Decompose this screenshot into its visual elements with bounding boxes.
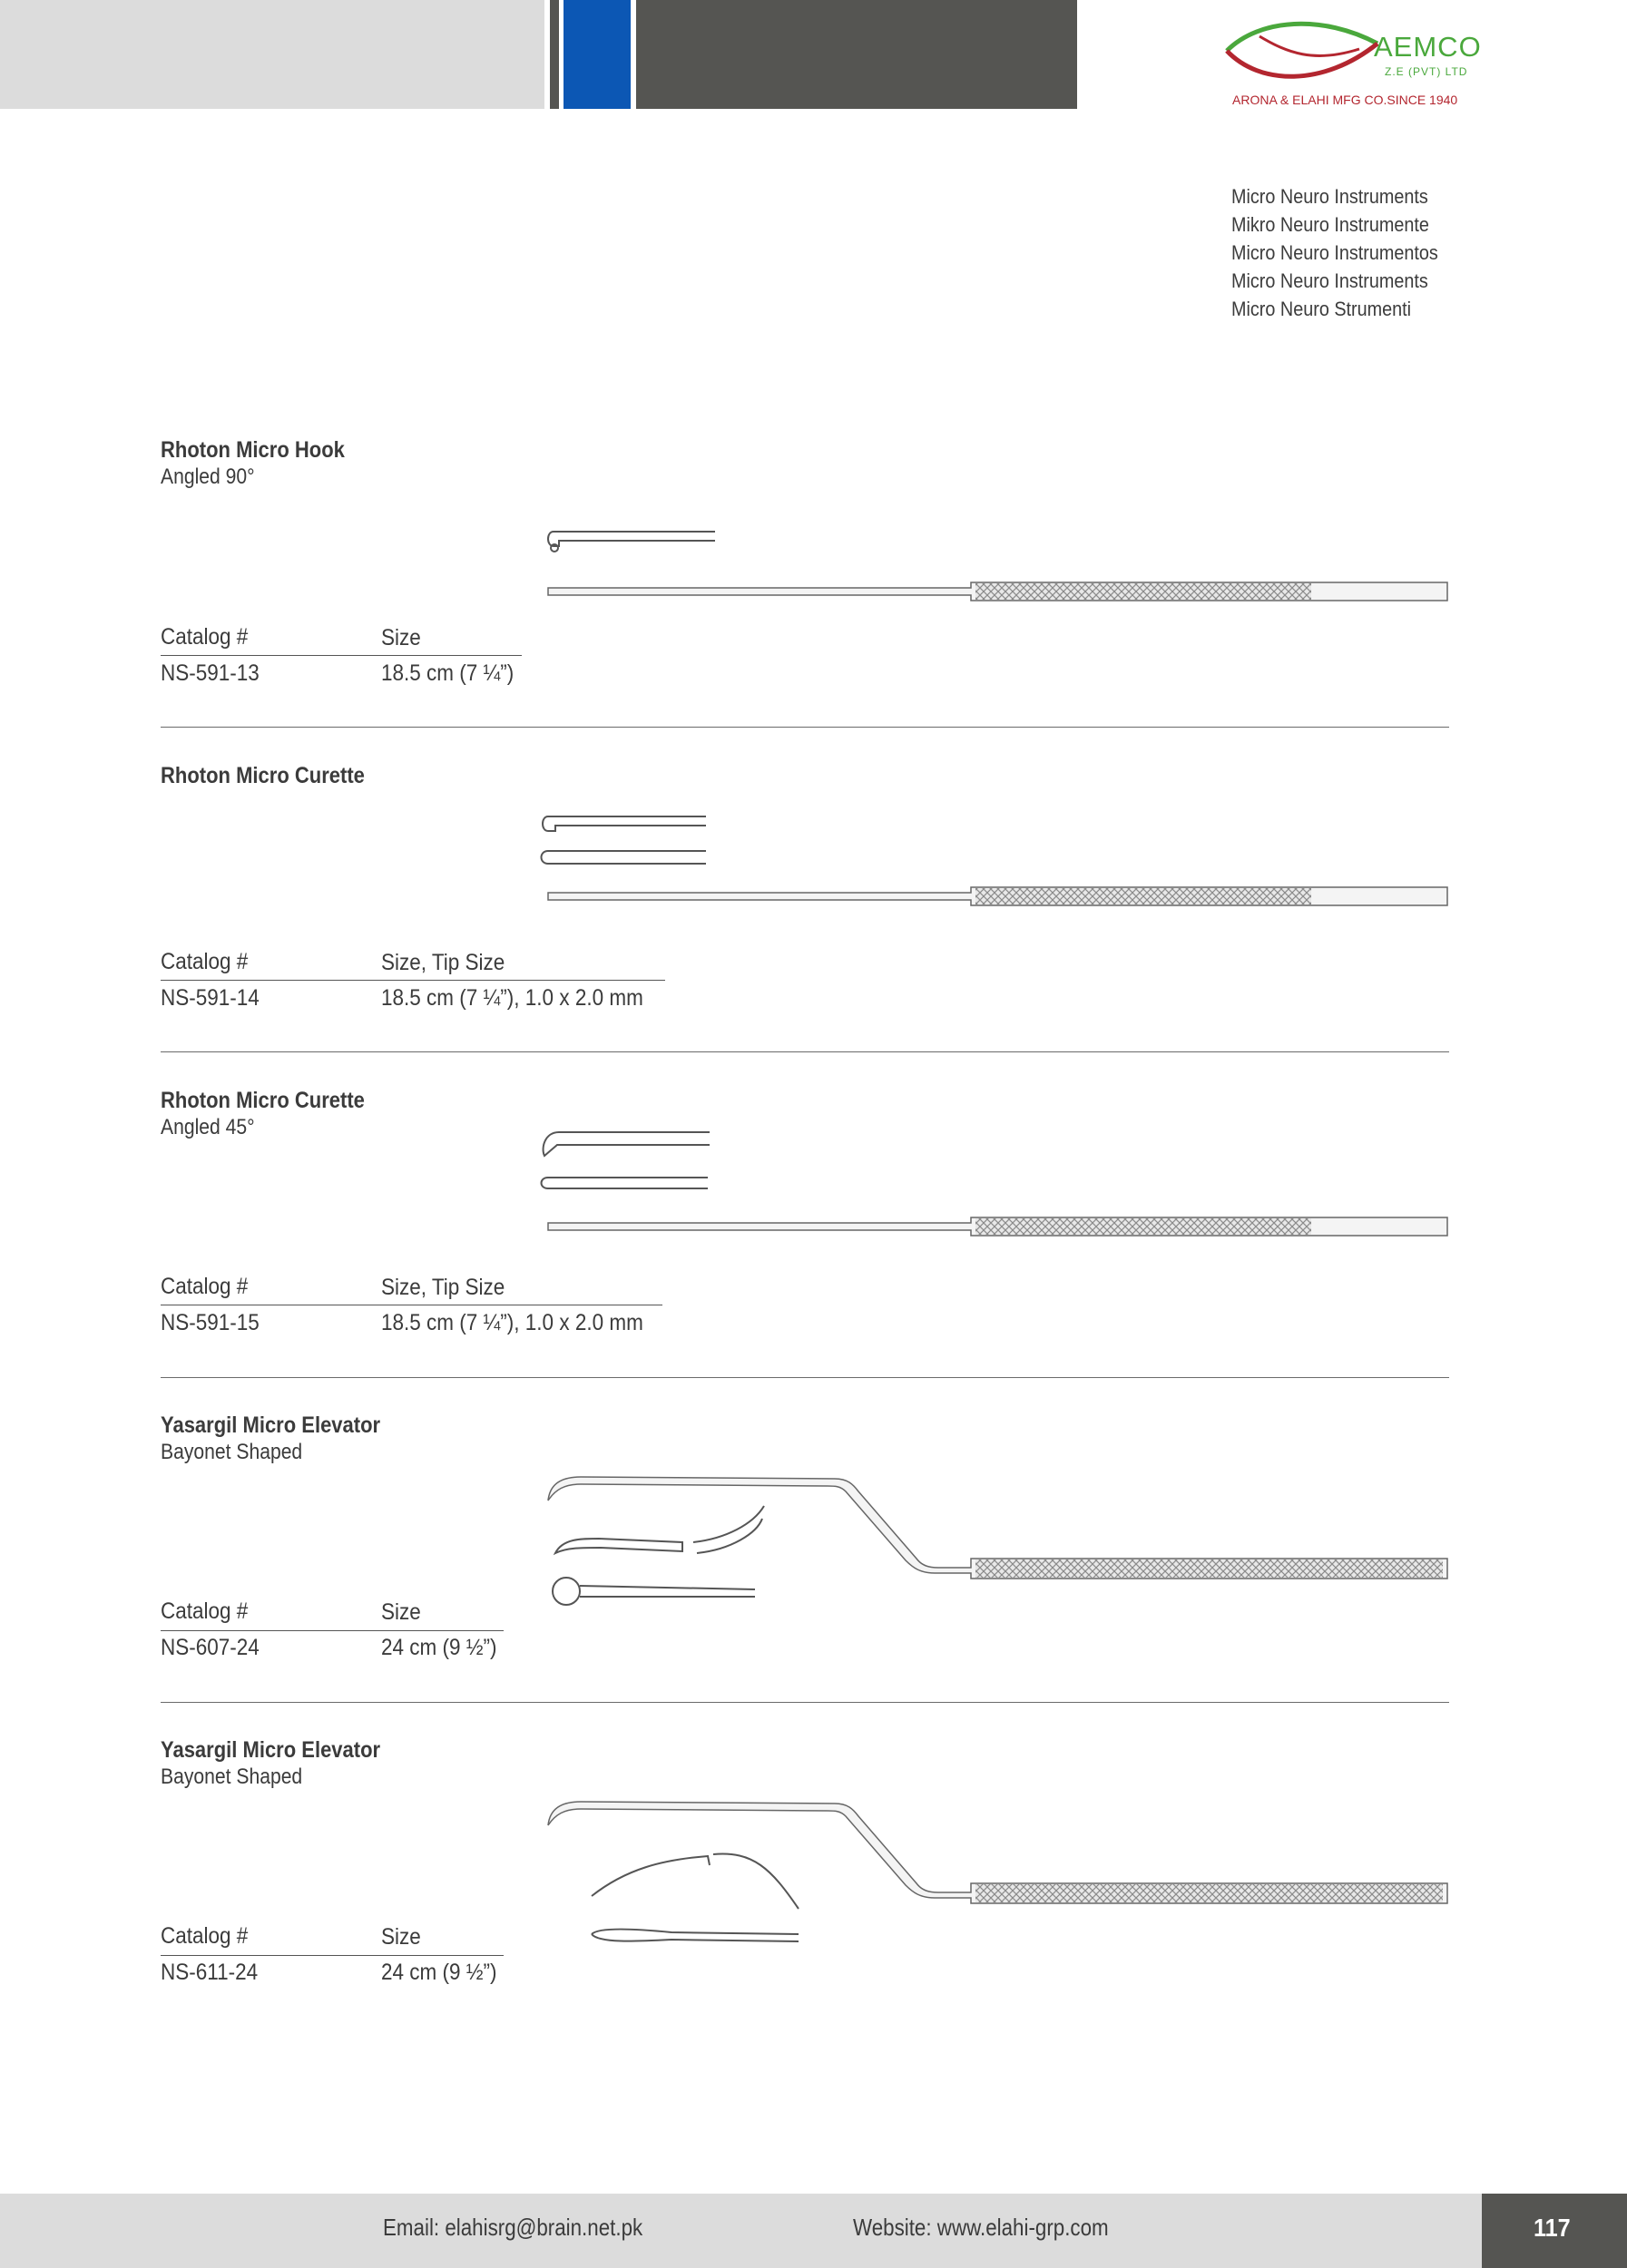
catalog-header: Catalog #	[161, 1598, 249, 1624]
catalog-number: NS-591-14	[161, 985, 260, 1011]
footer-bar	[0, 2194, 1482, 2268]
catalog-number: NS-607-24	[161, 1635, 260, 1660]
catalog-header: Catalog #	[161, 1923, 249, 1949]
product-title: Rhoton Micro Curette	[161, 1088, 365, 1113]
catalog-number: NS-611-24	[161, 1960, 259, 1985]
product-subtitle: Angled 45°	[161, 1115, 255, 1139]
product-title: Yasargil Micro Elevator	[161, 1413, 381, 1438]
size-value: 18.5 cm (7 ¼”), 1.0 x 2.0 mm	[381, 985, 643, 1011]
size-header: Size, Tip Size	[381, 1275, 505, 1300]
brand-name: AEMCO	[1374, 31, 1482, 63]
micro-curette-drawing	[542, 816, 1448, 905]
language-line: Micro Neuro Instrumentos	[1231, 241, 1438, 264]
catalog-header: Catalog #	[161, 1274, 249, 1299]
size-header: Size	[381, 625, 421, 650]
size-value: 24 cm (9 ½”)	[381, 1635, 497, 1660]
catalog-number: NS-591-15	[161, 1310, 260, 1335]
brand-subname: Z.E (PVT) LTD	[1385, 65, 1468, 78]
bayonet-elevator-drawing	[548, 1802, 1447, 1941]
page-number: 117	[1534, 2214, 1571, 2242]
language-line: Mikro Neuro Instrumente	[1231, 213, 1429, 236]
product-title: Yasargil Micro Elevator	[161, 1737, 381, 1763]
section-separator	[161, 1702, 1449, 1703]
product-title: Rhoton Micro Hook	[161, 437, 345, 463]
size-value: 18.5 cm (7 ¼”)	[381, 660, 515, 686]
size-value: 24 cm (9 ½”)	[381, 1960, 497, 1985]
table-divider	[161, 1955, 504, 1956]
size-header: Size	[381, 1924, 421, 1950]
section-separator	[161, 1377, 1449, 1378]
product-title: Rhoton Micro Curette	[161, 763, 365, 788]
table-divider	[161, 980, 665, 981]
section-separator	[161, 1051, 1449, 1052]
micro-hook-drawing	[548, 532, 1447, 601]
size-value: 18.5 cm (7 ¼”), 1.0 x 2.0 mm	[381, 1310, 643, 1335]
micro-curette-angled-drawing	[542, 1132, 1448, 1236]
catalog-header: Catalog #	[161, 949, 249, 974]
size-header: Size, Tip Size	[381, 950, 505, 975]
table-divider	[161, 1630, 504, 1631]
brand-tagline: ARONA & ELAHI MFG CO.SINCE 1940	[1232, 93, 1458, 107]
table-divider	[161, 655, 522, 656]
size-header: Size	[381, 1599, 421, 1625]
bayonet-elevator-drawing	[548, 1477, 1447, 1605]
catalog-header: Catalog #	[161, 624, 249, 650]
language-line: Micro Neuro Instruments	[1231, 269, 1428, 292]
product-subtitle: Bayonet Shaped	[161, 1440, 303, 1464]
section-separator	[161, 727, 1449, 728]
language-line: Micro Neuro Strumenti	[1231, 298, 1412, 320]
catalog-number: NS-591-13	[161, 660, 260, 686]
product-subtitle: Bayonet Shaped	[161, 1765, 303, 1789]
footer-website[interactable]: Website: www.elahi-grp.com	[853, 2214, 1109, 2241]
language-line: Micro Neuro Instruments	[1231, 185, 1428, 208]
footer-email[interactable]: Email: elahisrg@brain.net.pk	[383, 2214, 643, 2241]
product-subtitle: Angled 90°	[161, 464, 255, 489]
